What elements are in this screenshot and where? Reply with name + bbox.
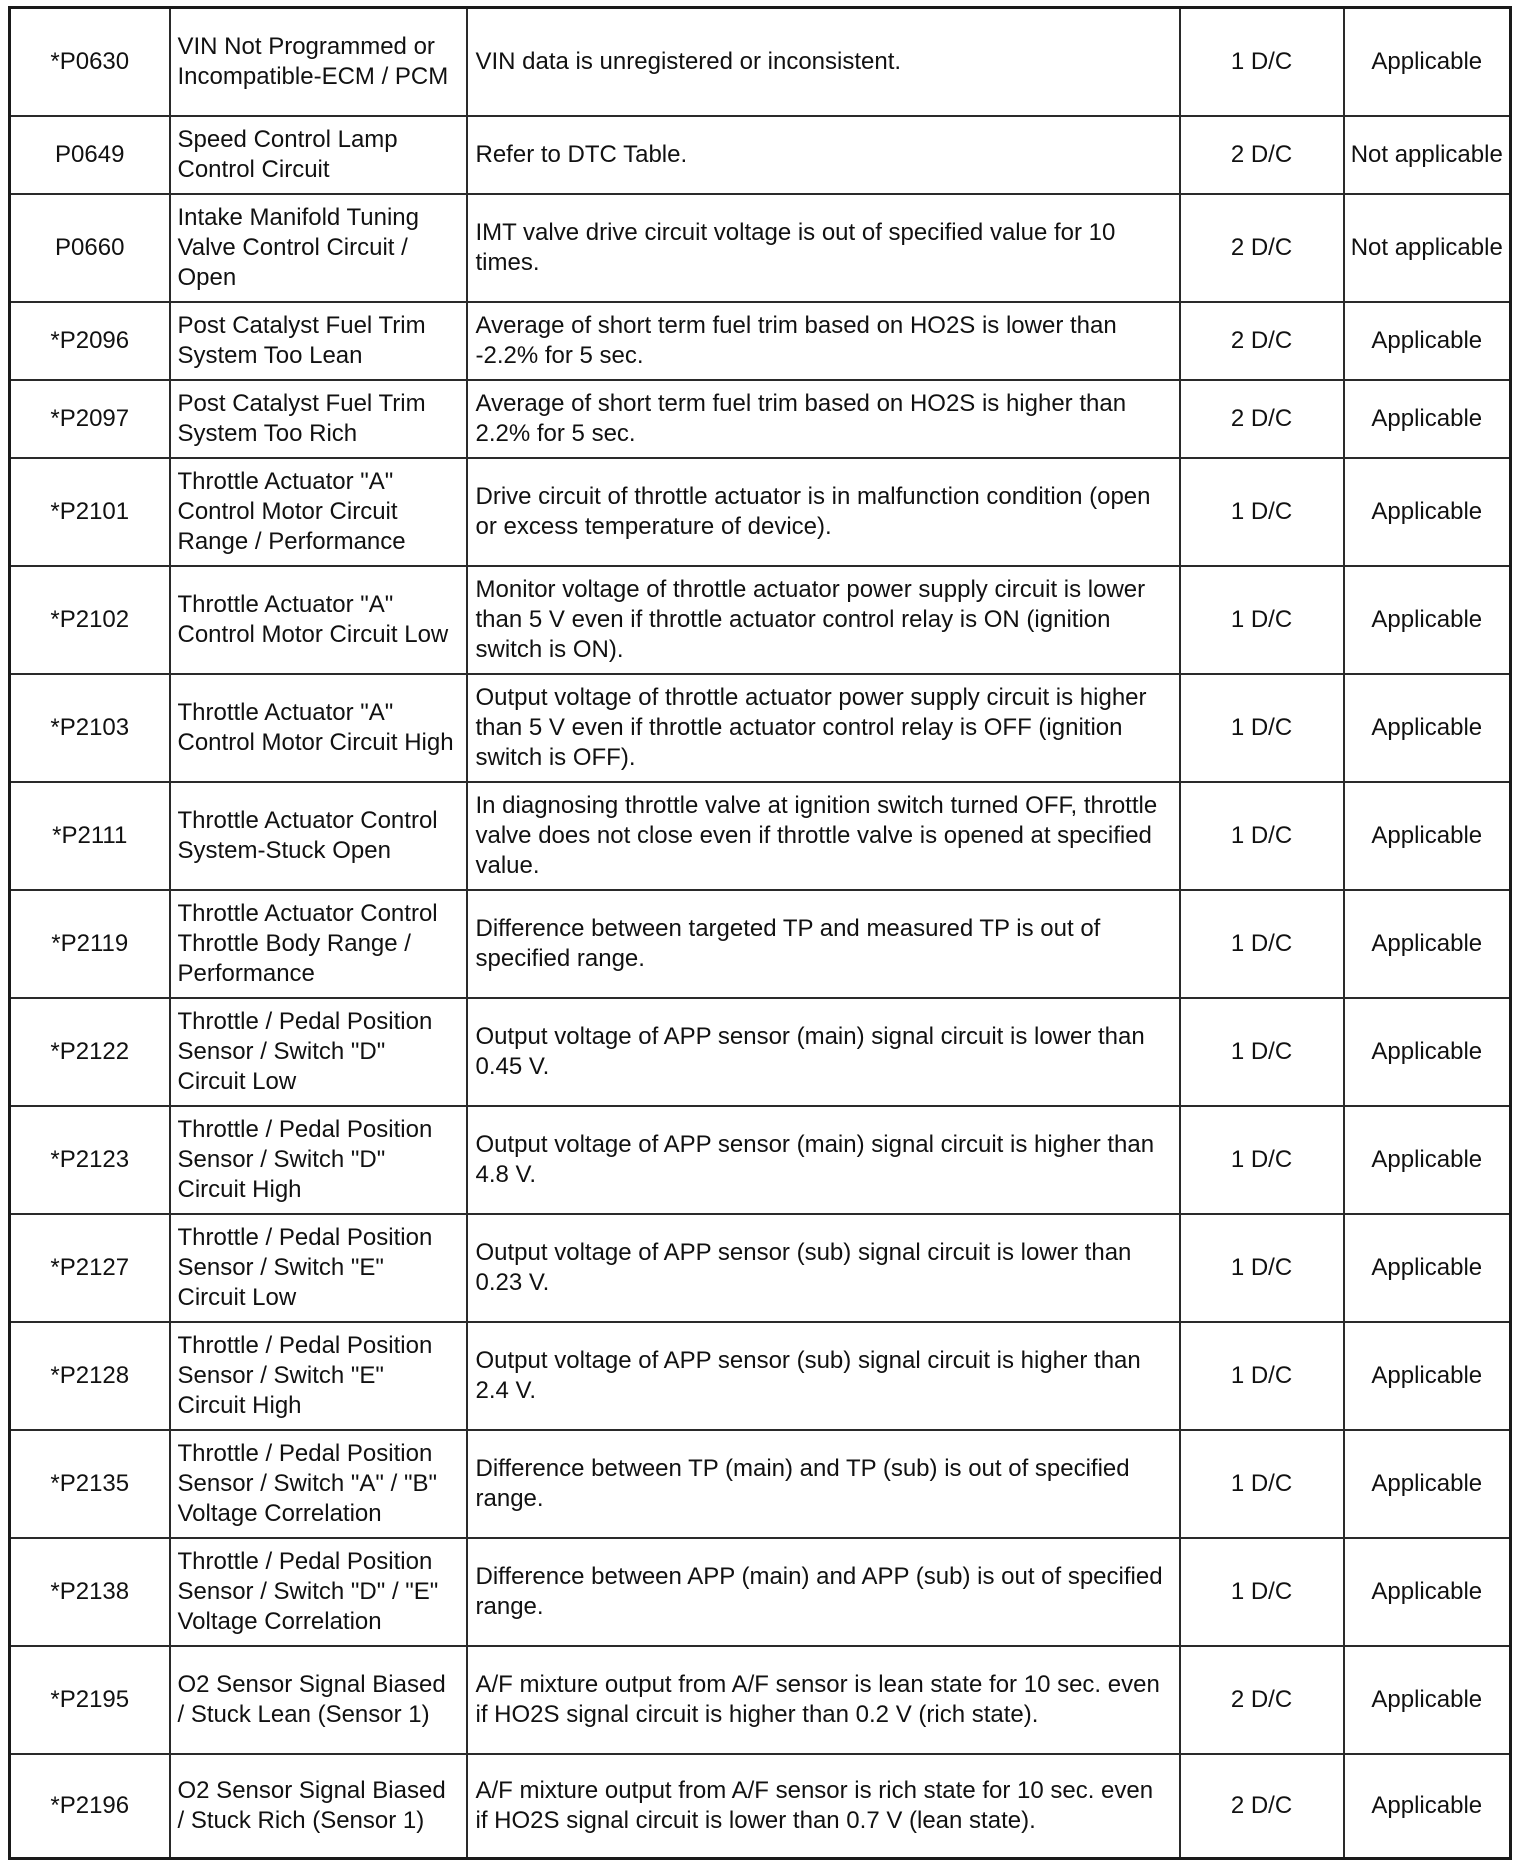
detecting-condition: Refer to DTC Table. xyxy=(467,116,1180,194)
table-row xyxy=(10,458,1511,566)
dtc-code: *P0630 xyxy=(10,8,170,116)
dtc-code: *P2195 xyxy=(10,1646,170,1754)
table-row xyxy=(10,1646,1511,1754)
mil-status: Applicable xyxy=(1344,458,1511,566)
dtc-name: Throttle / Pedal Position Sensor / Switch "D" Circuit Low xyxy=(170,998,467,1106)
dtc-code: *P2101 xyxy=(10,458,170,566)
dtc-table xyxy=(8,6,1512,1860)
table-row xyxy=(10,1538,1511,1646)
table-row xyxy=(10,1430,1511,1538)
table-row xyxy=(10,302,1511,380)
dtc-name: Throttle Actuator Control System-Stuck Open xyxy=(170,782,467,890)
detection-logic: 1 D/C xyxy=(1180,890,1344,998)
table-row xyxy=(10,116,1511,194)
detection-logic: 2 D/C xyxy=(1180,194,1344,302)
detection-logic: 2 D/C xyxy=(1180,1754,1344,1859)
dtc-name: Throttle / Pedal Position Sensor / Switch "D" / "E" Voltage Correlation xyxy=(170,1538,467,1646)
detecting-condition: A/F mixture output from A/F sensor is lean state for 10 sec. even if HO2S signal circuit is higher than 0.2 V (rich state). xyxy=(467,1646,1180,1754)
dtc-code: *P2196 xyxy=(10,1754,170,1859)
table-row xyxy=(10,566,1511,674)
mil-status: Applicable xyxy=(1344,674,1511,782)
table-row xyxy=(10,674,1511,782)
mil-status: Applicable xyxy=(1344,1754,1511,1859)
dtc-code: *P2138 xyxy=(10,1538,170,1646)
detecting-condition: Output voltage of APP sensor (main) signal circuit is lower than 0.45 V. xyxy=(467,998,1180,1106)
detecting-condition: A/F mixture output from A/F sensor is rich state for 10 sec. even if HO2S signal circuit is lower than 0.7 V (lean state). xyxy=(467,1754,1180,1859)
dtc-code: *P2123 xyxy=(10,1106,170,1214)
detecting-condition: VIN data is unregistered or inconsistent. xyxy=(467,8,1180,116)
detection-logic: 1 D/C xyxy=(1180,1430,1344,1538)
mil-status: Applicable xyxy=(1344,998,1511,1106)
detecting-condition: Drive circuit of throttle actuator is in malfunction condition (open or excess temperature of device). xyxy=(467,458,1180,566)
dtc-name: Throttle Actuator "A" Control Motor Circuit High xyxy=(170,674,467,782)
table-row xyxy=(10,782,1511,890)
detecting-condition: Monitor voltage of throttle actuator power supply circuit is lower than 5 V even if throttle actuator control relay is ON (ignition switch is ON). xyxy=(467,566,1180,674)
detection-logic: 2 D/C xyxy=(1180,1646,1344,1754)
table-row xyxy=(10,380,1511,458)
dtc-code: *P2135 xyxy=(10,1430,170,1538)
dtc-name: O2 Sensor Signal Biased / Stuck Lean (Sensor 1) xyxy=(170,1646,467,1754)
detection-logic: 2 D/C xyxy=(1180,302,1344,380)
detecting-condition: Output voltage of APP sensor (sub) signal circuit is lower than 0.23 V. xyxy=(467,1214,1180,1322)
dtc-code: *P2119 xyxy=(10,890,170,998)
dtc-name: Throttle / Pedal Position Sensor / Switch "D" Circuit High xyxy=(170,1106,467,1214)
detection-logic: 1 D/C xyxy=(1180,674,1344,782)
mil-status: Not applicable xyxy=(1344,194,1511,302)
mil-status: Applicable xyxy=(1344,1646,1511,1754)
table-row xyxy=(10,890,1511,998)
detecting-condition: Difference between TP (main) and TP (sub) is out of specified range. xyxy=(467,1430,1180,1538)
dtc-name: VIN Not Programmed or Incompatible-ECM / PCM xyxy=(170,8,467,116)
detecting-condition: Output voltage of throttle actuator power supply circuit is higher than 5 V even if throttle actuator control relay is OFF (ignition switch is OFF). xyxy=(467,674,1180,782)
dtc-name: Throttle Actuator Control Throttle Body Range / Performance xyxy=(170,890,467,998)
detection-logic: 1 D/C xyxy=(1180,782,1344,890)
dtc-code: *P2103 xyxy=(10,674,170,782)
detecting-condition: Difference between targeted TP and measured TP is out of specified range. xyxy=(467,890,1180,998)
dtc-code: *P2122 xyxy=(10,998,170,1106)
table-row xyxy=(10,1214,1511,1322)
detecting-condition: IMT valve drive circuit voltage is out of specified value for 10 times. xyxy=(467,194,1180,302)
mil-status: Applicable xyxy=(1344,1214,1511,1322)
dtc-name: Post Catalyst Fuel Trim System Too Rich xyxy=(170,380,467,458)
detection-logic: 1 D/C xyxy=(1180,1214,1344,1322)
table-row xyxy=(10,1322,1511,1430)
mil-status: Not applicable xyxy=(1344,116,1511,194)
table-row xyxy=(10,1106,1511,1214)
dtc-name: Throttle Actuator "A" Control Motor Circuit Range / Performance xyxy=(170,458,467,566)
mil-status: Applicable xyxy=(1344,1106,1511,1214)
detection-logic: 1 D/C xyxy=(1180,458,1344,566)
mil-status: Applicable xyxy=(1344,782,1511,890)
table-row xyxy=(10,8,1511,116)
dtc-name: Throttle / Pedal Position Sensor / Switch "E" Circuit Low xyxy=(170,1214,467,1322)
detection-logic: 1 D/C xyxy=(1180,8,1344,116)
dtc-name: Throttle / Pedal Position Sensor / Switch "A" / "B" Voltage Correlation xyxy=(170,1430,467,1538)
detecting-condition: Difference between APP (main) and APP (sub) is out of specified range. xyxy=(467,1538,1180,1646)
table-row xyxy=(10,1754,1511,1859)
detection-logic: 1 D/C xyxy=(1180,998,1344,1106)
dtc-code: P0660 xyxy=(10,194,170,302)
mil-status: Applicable xyxy=(1344,890,1511,998)
dtc-name: Speed Control Lamp Control Circuit xyxy=(170,116,467,194)
dtc-name: Throttle / Pedal Position Sensor / Switch "E" Circuit High xyxy=(170,1322,467,1430)
dtc-code: *P2128 xyxy=(10,1322,170,1430)
dtc-code: P0649 xyxy=(10,116,170,194)
dtc-code: *P2102 xyxy=(10,566,170,674)
dtc-code: *P2097 xyxy=(10,380,170,458)
mil-status: Applicable xyxy=(1344,1430,1511,1538)
dtc-code: *P2096 xyxy=(10,302,170,380)
dtc-name: Throttle Actuator "A" Control Motor Circuit Low xyxy=(170,566,467,674)
detection-logic: 1 D/C xyxy=(1180,1322,1344,1430)
detection-logic: 2 D/C xyxy=(1180,116,1344,194)
mil-status: Applicable xyxy=(1344,8,1511,116)
dtc-name: Post Catalyst Fuel Trim System Too Lean xyxy=(170,302,467,380)
mil-status: Applicable xyxy=(1344,1322,1511,1430)
detecting-condition: Output voltage of APP sensor (sub) signal circuit is higher than 2.4 V. xyxy=(467,1322,1180,1430)
detection-logic: 2 D/C xyxy=(1180,380,1344,458)
detecting-condition: Average of short term fuel trim based on HO2S is lower than -2.2% for 5 sec. xyxy=(467,302,1180,380)
detecting-condition: Output voltage of APP sensor (main) signal circuit is higher than 4.8 V. xyxy=(467,1106,1180,1214)
mil-status: Applicable xyxy=(1344,1538,1511,1646)
detecting-condition: In diagnosing throttle valve at ignition switch turned OFF, throttle valve does not close even if throttle valve is opened at specified value. xyxy=(467,782,1180,890)
detection-logic: 1 D/C xyxy=(1180,566,1344,674)
table-row xyxy=(10,998,1511,1106)
detection-logic: 1 D/C xyxy=(1180,1106,1344,1214)
dtc-code: *P2127 xyxy=(10,1214,170,1322)
dtc-name: Intake Manifold Tuning Valve Control Circuit / Open xyxy=(170,194,467,302)
mil-status: Applicable xyxy=(1344,380,1511,458)
detecting-condition: Average of short term fuel trim based on HO2S is higher than 2.2% for 5 sec. xyxy=(467,380,1180,458)
mil-status: Applicable xyxy=(1344,302,1511,380)
dtc-code: *P2111 xyxy=(10,782,170,890)
mil-status: Applicable xyxy=(1344,566,1511,674)
table-row xyxy=(10,194,1511,302)
detection-logic: 1 D/C xyxy=(1180,1538,1344,1646)
dtc-name: O2 Sensor Signal Biased / Stuck Rich (Sensor 1) xyxy=(170,1754,467,1859)
